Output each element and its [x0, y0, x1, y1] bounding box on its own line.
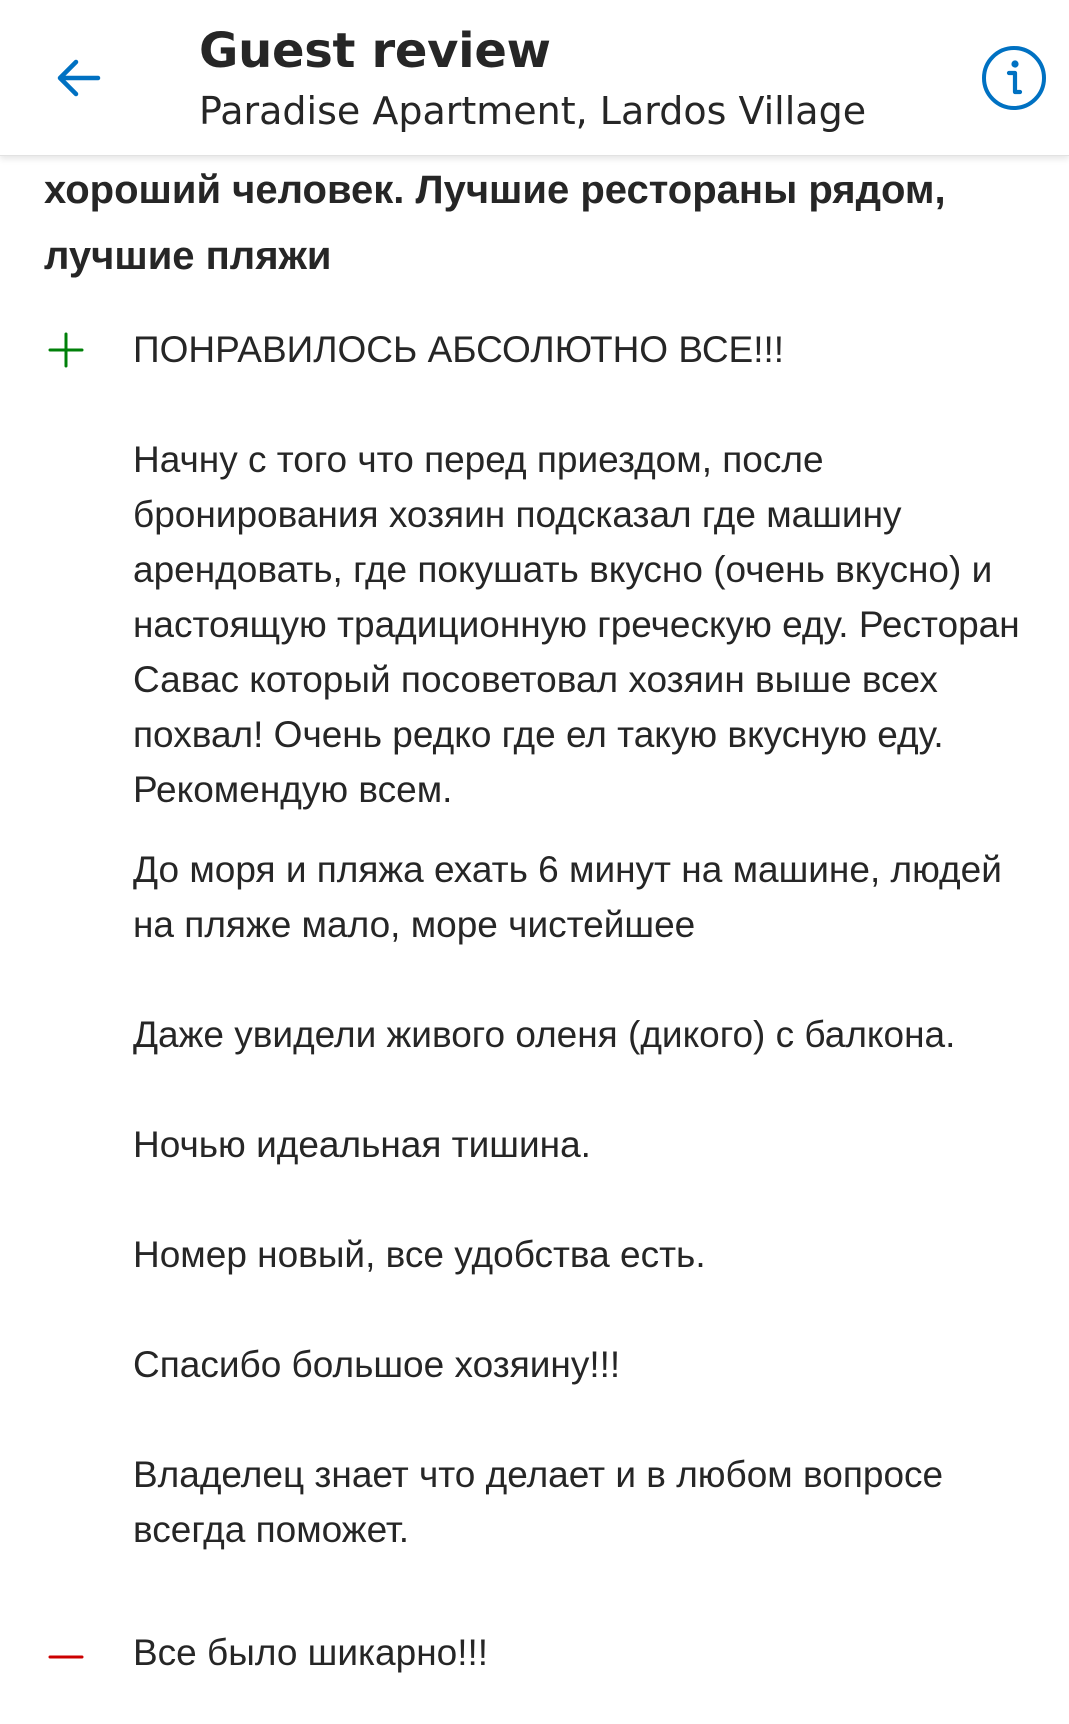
header-title-block: [199, 20, 959, 137]
app-bar: [0, 0, 1069, 156]
liked-paragraph: Начну с того что перед приездом, после бронирования хозяин подсказал где машину арендовать, где покушать вкусно (очень вкусно) и настоящую традиционную греческую еду. Ресторан Савас который посоветовал хозяин выше всех похвал! Очень редко где ел такую вкусную еду. Рекомендую всем.: [133, 439, 1020, 810]
property-name: Paradise Apartment, Lardos Village: [199, 89, 867, 133]
plus-icon: [44, 328, 88, 372]
page-title: Guest review: [199, 23, 551, 79]
review-content[interactable]: [0, 155, 1069, 1724]
liked-paragraph: До моря и пляжа ехать 6 минут на машине, людей на пляже мало, море чистейшее: [133, 849, 1002, 945]
arrow-left-icon: [52, 52, 104, 104]
liked-paragraph: Спасибо большое хозяину!!!: [133, 1344, 621, 1385]
review-title: хороший человек. Лучшие рестораны рядом, лучшие пляжи: [44, 168, 946, 278]
info-circle-icon: [980, 44, 1048, 112]
liked-paragraph: Владелец знает что делает и в любом вопросе всегда поможет.: [133, 1454, 944, 1550]
liked-paragraph: ПОНРАВИЛОСЬ АБСОЛЮТНО ВСЕ!!!: [133, 329, 785, 370]
back-button[interactable]: [40, 40, 116, 116]
info-button[interactable]: [974, 38, 1054, 118]
liked-paragraph: Даже увидели живого оленя (дикого) с балкона.: [133, 1014, 956, 1055]
liked-paragraph: Номер новый, все удобства есть.: [133, 1234, 706, 1275]
liked-paragraph: Ночью идеальная тишина.: [133, 1124, 591, 1165]
minus-icon: [44, 1635, 88, 1679]
disliked-paragraph: Все было шикарно!!!: [133, 1632, 489, 1673]
